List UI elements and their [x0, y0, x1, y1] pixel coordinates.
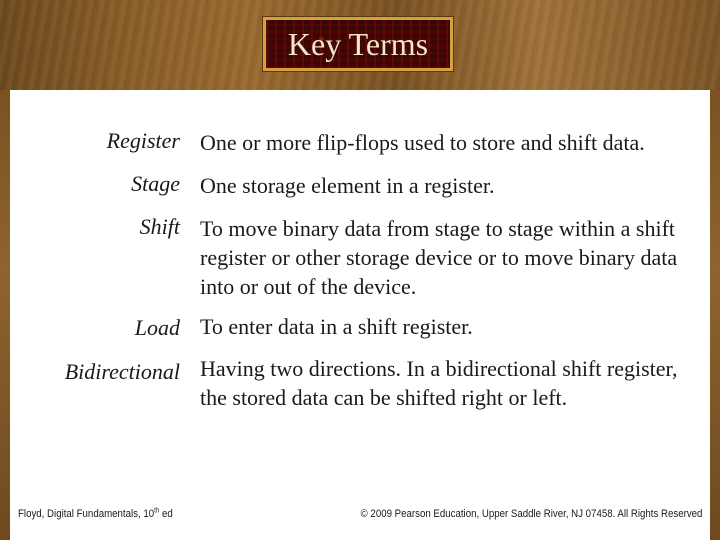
- slide-content: [10, 90, 710, 540]
- definition-register: One or more flip-flops used to store and shift data.: [200, 130, 645, 155]
- footer-citation-prefix: Floyd, Digital Fundamentals, 10: [18, 508, 155, 520]
- term-register: Register: [106, 128, 180, 153]
- definition-bidirectional: Having two directions. In a bidirectional shift register, the stored data can be shifted right or left.: [200, 356, 678, 410]
- footer-copyright: © 2009 Pearson Education, Upper Saddle River, NJ 07458. All Rights Reserved: [360, 508, 702, 520]
- header-band: [0, 0, 720, 90]
- term-stage: Stage: [131, 171, 180, 196]
- footer-citation: [18, 508, 173, 520]
- footer-citation-suffix: ed: [159, 508, 173, 520]
- title-box: [263, 17, 453, 71]
- footer-citation-sup: th: [154, 507, 160, 515]
- right-border: [710, 90, 720, 540]
- term-load: Load: [134, 315, 180, 340]
- slide-title: Key Terms: [287, 26, 429, 62]
- term-shift: Shift: [139, 214, 180, 239]
- left-border: [0, 90, 10, 540]
- definition-stage: One storage element in a register.: [200, 173, 495, 198]
- definition-shift: To move binary data from stage to stage within a shift register or other storage device or to move binary data into or out of the device.: [200, 216, 678, 299]
- term-bidirectional: Bidirectional: [64, 359, 180, 384]
- definition-load: To enter data in a shift register.: [200, 314, 473, 339]
